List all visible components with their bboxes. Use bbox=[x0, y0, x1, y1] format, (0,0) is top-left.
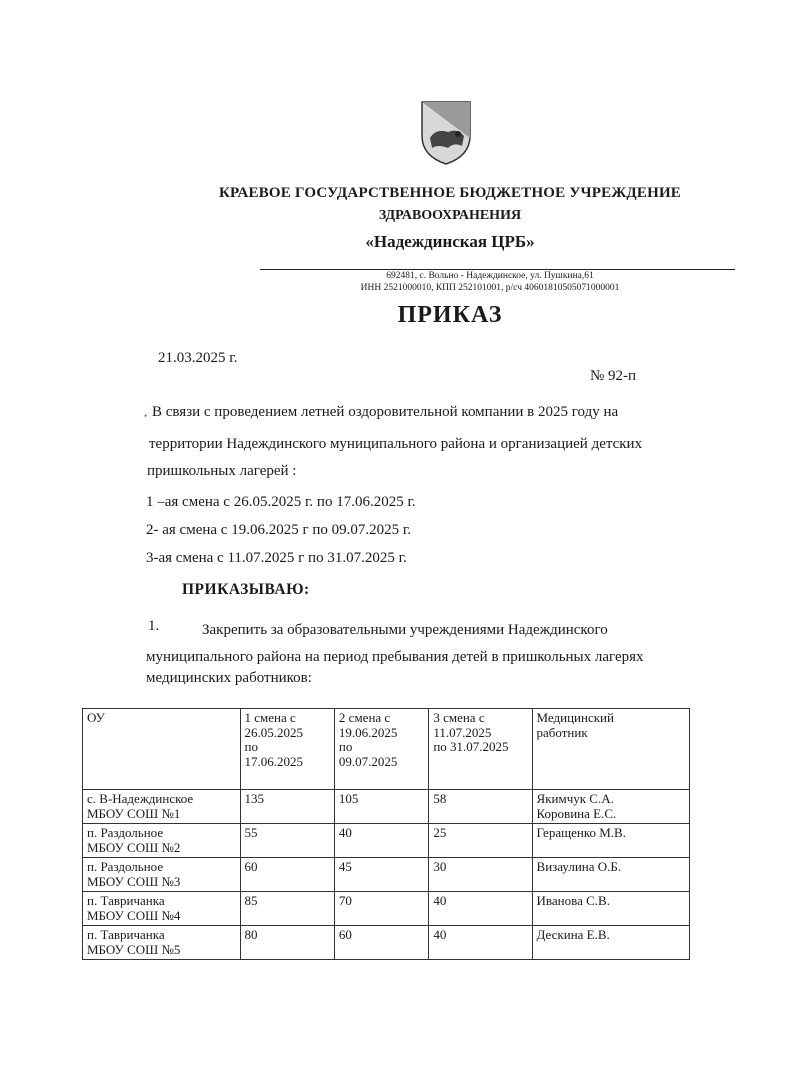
organization-name: «Надеждинская ЦРБ» bbox=[365, 232, 535, 251]
cell-medical-worker: Иванова С.В. bbox=[532, 892, 689, 926]
cell-shift-3: 58 bbox=[429, 790, 532, 824]
cell-shift-1: 135 bbox=[240, 790, 334, 824]
cell-medical-worker: Геращенко М.В. bbox=[532, 824, 689, 858]
header-ou: ОУ bbox=[83, 709, 241, 790]
shift-2-line: 2- ая смена с 19.06.2025 г по 09.07.2025 г. bbox=[146, 522, 412, 538]
shift-1-line: 1 –ая смена с 26.05.2025 г. по 17.06.2025 г. bbox=[146, 494, 416, 510]
cell-shift-2: 70 bbox=[334, 892, 428, 926]
table-row bbox=[83, 858, 690, 892]
intro-line-2: территории Надеждинского муниципального района и организацией детских bbox=[149, 436, 643, 452]
item-1-line-3: медицинских работников: bbox=[146, 670, 312, 686]
order-heading: ПРИКАЗЫВАЮ: bbox=[182, 581, 310, 598]
document-date: 21.03.2025 г. bbox=[158, 350, 238, 366]
cell-shift-1: 85 bbox=[240, 892, 334, 926]
cell-shift-1: 80 bbox=[240, 926, 334, 960]
cell-ou: п. Раздольное МБОУ СОШ №2 bbox=[83, 824, 241, 858]
cell-ou: п. Раздольное МБОУ СОШ №3 bbox=[83, 858, 241, 892]
organization-line-2: ЗДРАВООХРАНЕНИЯ bbox=[378, 208, 522, 223]
cell-shift-1: 55 bbox=[240, 824, 334, 858]
cell-ou: п. Тавричанка МБОУ СОШ №4 bbox=[83, 892, 241, 926]
header-divider bbox=[260, 269, 735, 270]
table-row bbox=[83, 926, 690, 960]
intro-line-1: В связи с проведением летней оздоровительной компании в 2025 году на bbox=[152, 404, 619, 420]
cell-ou: с. В-Надеждинское МБОУ СОШ №1 bbox=[83, 790, 241, 824]
header-medical-worker: Медицинский работник bbox=[532, 709, 689, 790]
organization-address: 692481, с. Вольно - Надеждинское, ул. Пушкина,61 bbox=[386, 271, 594, 281]
assignment-table bbox=[82, 708, 690, 960]
coat-of-arms-icon bbox=[418, 98, 474, 166]
item-1-number: 1. bbox=[148, 618, 160, 634]
cell-shift-2: 40 bbox=[334, 824, 428, 858]
cell-shift-2: 45 bbox=[334, 858, 428, 892]
cell-shift-3: 25 bbox=[429, 824, 532, 858]
shift-3-line: 3-ая смена с 11.07.2025 г по 31.07.2025 г. bbox=[146, 550, 407, 566]
table-row bbox=[83, 790, 690, 824]
table-row bbox=[83, 892, 690, 926]
cell-medical-worker: Визаулина О.Б. bbox=[532, 858, 689, 892]
document-title: ПРИКАЗ bbox=[397, 302, 503, 328]
item-1-line-2: муниципального района на период пребывания детей в пришкольных лагерях bbox=[146, 649, 644, 665]
margin-mark: • bbox=[144, 411, 148, 421]
cell-shift-3: 40 bbox=[429, 892, 532, 926]
cell-shift-3: 30 bbox=[429, 858, 532, 892]
table-row bbox=[83, 824, 690, 858]
header-shift-1: 1 смена с 26.05.2025 по 17.06.2025 bbox=[240, 709, 334, 790]
document-number: № 92-п bbox=[590, 368, 637, 384]
cell-ou: п. Тавричанка МБОУ СОШ №5 bbox=[83, 926, 241, 960]
table-header-row bbox=[83, 709, 690, 790]
cell-medical-worker: Дескина Е.В. bbox=[532, 926, 689, 960]
cell-medical-worker: Якимчук С.А. Коровина Е.С. bbox=[532, 790, 689, 824]
organization-line-1: КРАЕВОЕ ГОСУДАРСТВЕННОЕ БЮДЖЕТНОЕ УЧРЕЖДЕНИЕ bbox=[218, 185, 682, 201]
cell-shift-3: 40 bbox=[429, 926, 532, 960]
header-shift-2: 2 смена с 19.06.2025 по 09.07.2025 bbox=[334, 709, 428, 790]
cell-shift-1: 60 bbox=[240, 858, 334, 892]
intro-line-3: пришкольных лагерей : bbox=[147, 463, 297, 479]
header-shift-3: 3 смена с 11.07.2025 по 31.07.2025 bbox=[429, 709, 532, 790]
item-1-line-1: Закрепить за образовательными учреждениями Надеждинского bbox=[202, 622, 608, 638]
organization-requisites: ИНН 2521000010, КПП 252101001, р/сч 40601810505071000001 bbox=[360, 283, 620, 293]
cell-shift-2: 60 bbox=[334, 926, 428, 960]
cell-shift-2: 105 bbox=[334, 790, 428, 824]
